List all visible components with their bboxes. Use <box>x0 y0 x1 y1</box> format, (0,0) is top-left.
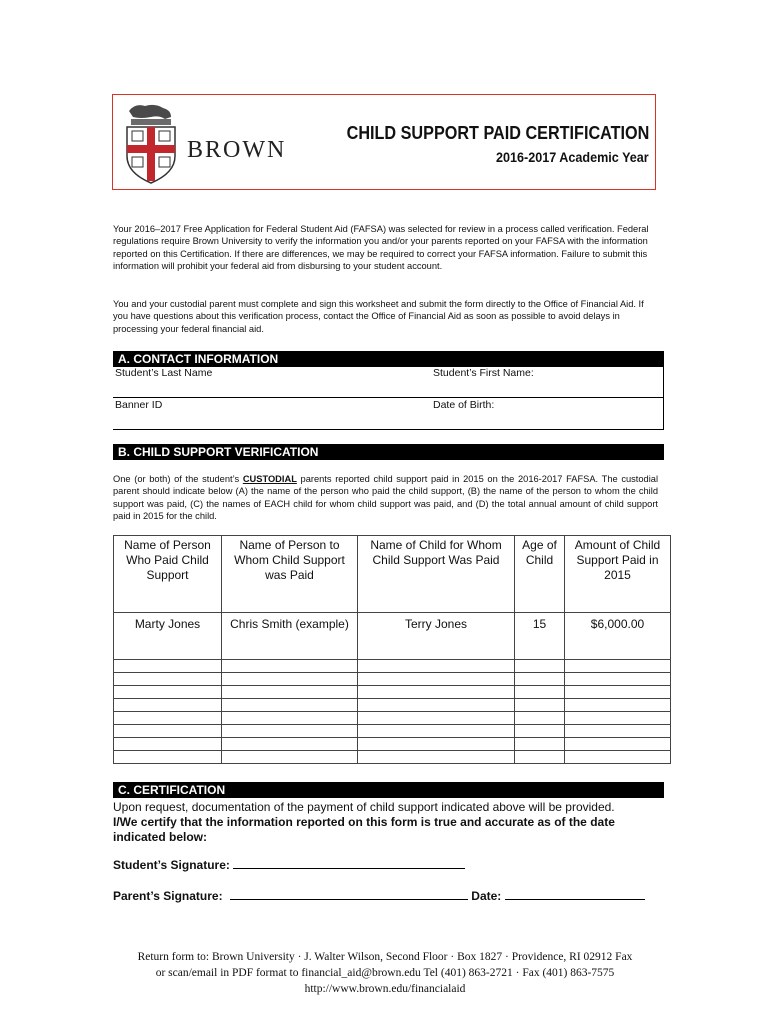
child-support-table <box>113 535 671 764</box>
section-b-heading: B. CHILD SUPPORT VERIFICATION <box>113 444 664 460</box>
table-cell[interactable] <box>565 751 671 764</box>
first-name-field[interactable] <box>431 366 664 398</box>
table-cell[interactable] <box>515 699 565 712</box>
custodial-emphasis: CUSTODIAL <box>242 474 297 484</box>
parent-signature-line[interactable] <box>230 889 468 900</box>
first-name-label: Student’s First Name: <box>433 367 534 379</box>
logo-wordmark: BROWN <box>187 137 287 163</box>
student-signature-line[interactable] <box>233 858 465 869</box>
column-header-age: Age of Child <box>515 536 565 613</box>
table-cell[interactable] <box>114 686 222 699</box>
column-header-payer: Name of Person Who Paid Child Support <box>114 536 222 613</box>
page-subtitle: 2016-2017 Academic Year <box>496 149 649 165</box>
table-cell[interactable] <box>222 751 358 764</box>
example-payer: Marty Jones <box>114 613 222 660</box>
table-cell[interactable] <box>358 725 515 738</box>
date-label: Date: <box>471 889 502 903</box>
page-title: CHILD SUPPORT PAID CERTIFICATION <box>346 123 649 143</box>
parent-signature-row <box>113 889 645 904</box>
example-child: Terry Jones <box>358 613 515 660</box>
section-b-instructions <box>113 473 658 522</box>
table-cell[interactable] <box>114 699 222 712</box>
intro-paragraph-2: You and your custodial parent must complete and sign this worksheet and submit the form directly to the Office of Financial Aid. If you have questions about this verification process, contact the Office of Financial Aid as soon as possible to avoid delays in processing your federal financial aid. <box>113 299 644 334</box>
table-cell[interactable] <box>358 673 515 686</box>
column-header-child: Name of Child for Whom Child Support Was Paid <box>358 536 515 613</box>
footer-line-3: http://www.brown.edu/financialaid <box>304 983 466 995</box>
last-name-label: Student’s Last Name <box>115 367 213 379</box>
table-cell[interactable] <box>114 660 222 673</box>
example-row <box>114 613 671 660</box>
table-cell[interactable] <box>114 738 222 751</box>
example-age: 15 <box>515 613 565 660</box>
table-cell[interactable] <box>565 660 671 673</box>
dob-label: Date of Birth: <box>433 399 495 411</box>
table-row <box>114 738 671 751</box>
footer-line-1: Return form to: Brown University · J. Walter Wilson, Second Floor · Box 1827 · Providence, RI 02912 Fax <box>137 951 633 963</box>
brown-logo <box>121 101 301 187</box>
table-cell[interactable] <box>222 738 358 751</box>
table-cell[interactable] <box>515 725 565 738</box>
table-cell[interactable] <box>565 712 671 725</box>
student-signature-row <box>113 858 465 873</box>
footer <box>100 949 670 997</box>
table-cell[interactable] <box>222 686 358 699</box>
section-c-heading: C. CERTIFICATION <box>113 782 664 798</box>
table-row <box>114 699 671 712</box>
table-cell[interactable] <box>358 738 515 751</box>
table-row <box>114 660 671 673</box>
dob-field[interactable] <box>431 398 664 430</box>
certification-oath: I/We certify that the information reported on this form is true and accurate as of the date indicated below: <box>113 815 615 844</box>
table-cell[interactable] <box>114 751 222 764</box>
table-cell[interactable] <box>515 738 565 751</box>
date-line[interactable] <box>505 889 645 900</box>
table-cell[interactable] <box>222 712 358 725</box>
certification-statement: Upon request, documentation of the payment of child support indicated above will be provided. <box>113 800 615 814</box>
table-row <box>114 725 671 738</box>
brown-shield-icon <box>121 101 181 187</box>
table-cell[interactable] <box>515 686 565 699</box>
column-header-amount: Amount of Child Support Paid in 2015 <box>565 536 671 613</box>
table-row <box>114 686 671 699</box>
table-cell[interactable] <box>515 751 565 764</box>
last-name-field[interactable] <box>113 366 431 398</box>
table-cell[interactable] <box>565 699 671 712</box>
table-cell[interactable] <box>222 673 358 686</box>
table-cell[interactable] <box>222 699 358 712</box>
column-header-payee: Name of Person to Whom Child Support was Paid <box>222 536 358 613</box>
table-row <box>114 751 671 764</box>
example-payee: Chris Smith (example) <box>222 613 358 660</box>
banner-id-label: Banner ID <box>115 399 163 411</box>
table-row <box>114 673 671 686</box>
table-header-row <box>114 536 671 613</box>
banner-id-field[interactable] <box>113 398 431 430</box>
table-cell[interactable] <box>358 712 515 725</box>
table-cell[interactable] <box>114 712 222 725</box>
contact-info-table <box>113 366 664 430</box>
table-cell[interactable] <box>565 673 671 686</box>
table-cell[interactable] <box>515 712 565 725</box>
table-cell[interactable] <box>515 660 565 673</box>
table-cell[interactable] <box>114 673 222 686</box>
table-cell[interactable] <box>565 686 671 699</box>
section-a-heading: A. CONTACT INFORMATION <box>113 351 664 367</box>
instructions-text-start: One (or both) of the student’s <box>113 474 243 484</box>
table-cell[interactable] <box>222 725 358 738</box>
table-cell[interactable] <box>222 660 358 673</box>
footer-line-2: or scan/email in PDF format to financial_aid@brown.edu Tel (401) 863-2721 · Fax (401) 863-7575 <box>155 967 615 979</box>
example-amount: $6,000.00 <box>565 613 671 660</box>
table-cell[interactable] <box>358 660 515 673</box>
header-box <box>112 94 656 190</box>
table-cell[interactable] <box>114 725 222 738</box>
intro-paragraph-1: Your 2016–2017 Free Application for Federal Student Aid (FAFSA) was selected for review in a process called verification. Federal regulations require Brown University to verify the information you and/or your parents reported on your FAFSA with the information reported on this Certification. If there are differences, we may be required to correct your FAFSA information. Failure to submit this information will prohibit your federal aid from disbursing to your student account. <box>113 224 649 271</box>
student-signature-label: Student’s Signature: <box>113 858 230 872</box>
table-cell[interactable] <box>565 725 671 738</box>
table-cell[interactable] <box>358 699 515 712</box>
parent-signature-label: Parent’s Signature: <box>113 889 223 903</box>
table-row <box>114 712 671 725</box>
table-cell[interactable] <box>565 738 671 751</box>
table-cell[interactable] <box>515 673 565 686</box>
table-cell[interactable] <box>358 686 515 699</box>
instructions-text-rest: parents reported child support paid in 2015 on the 2016-2017 FAFSA. The custodial parent should indicate below (A) the name of the person who paid the child support, (B) the name of the person to whom the child support was paid, (C) the names of EACH child for whom child support was paid, and (D) the total annual amount of child support paid in 2015 for the child. <box>113 474 659 521</box>
table-cell[interactable] <box>358 751 515 764</box>
